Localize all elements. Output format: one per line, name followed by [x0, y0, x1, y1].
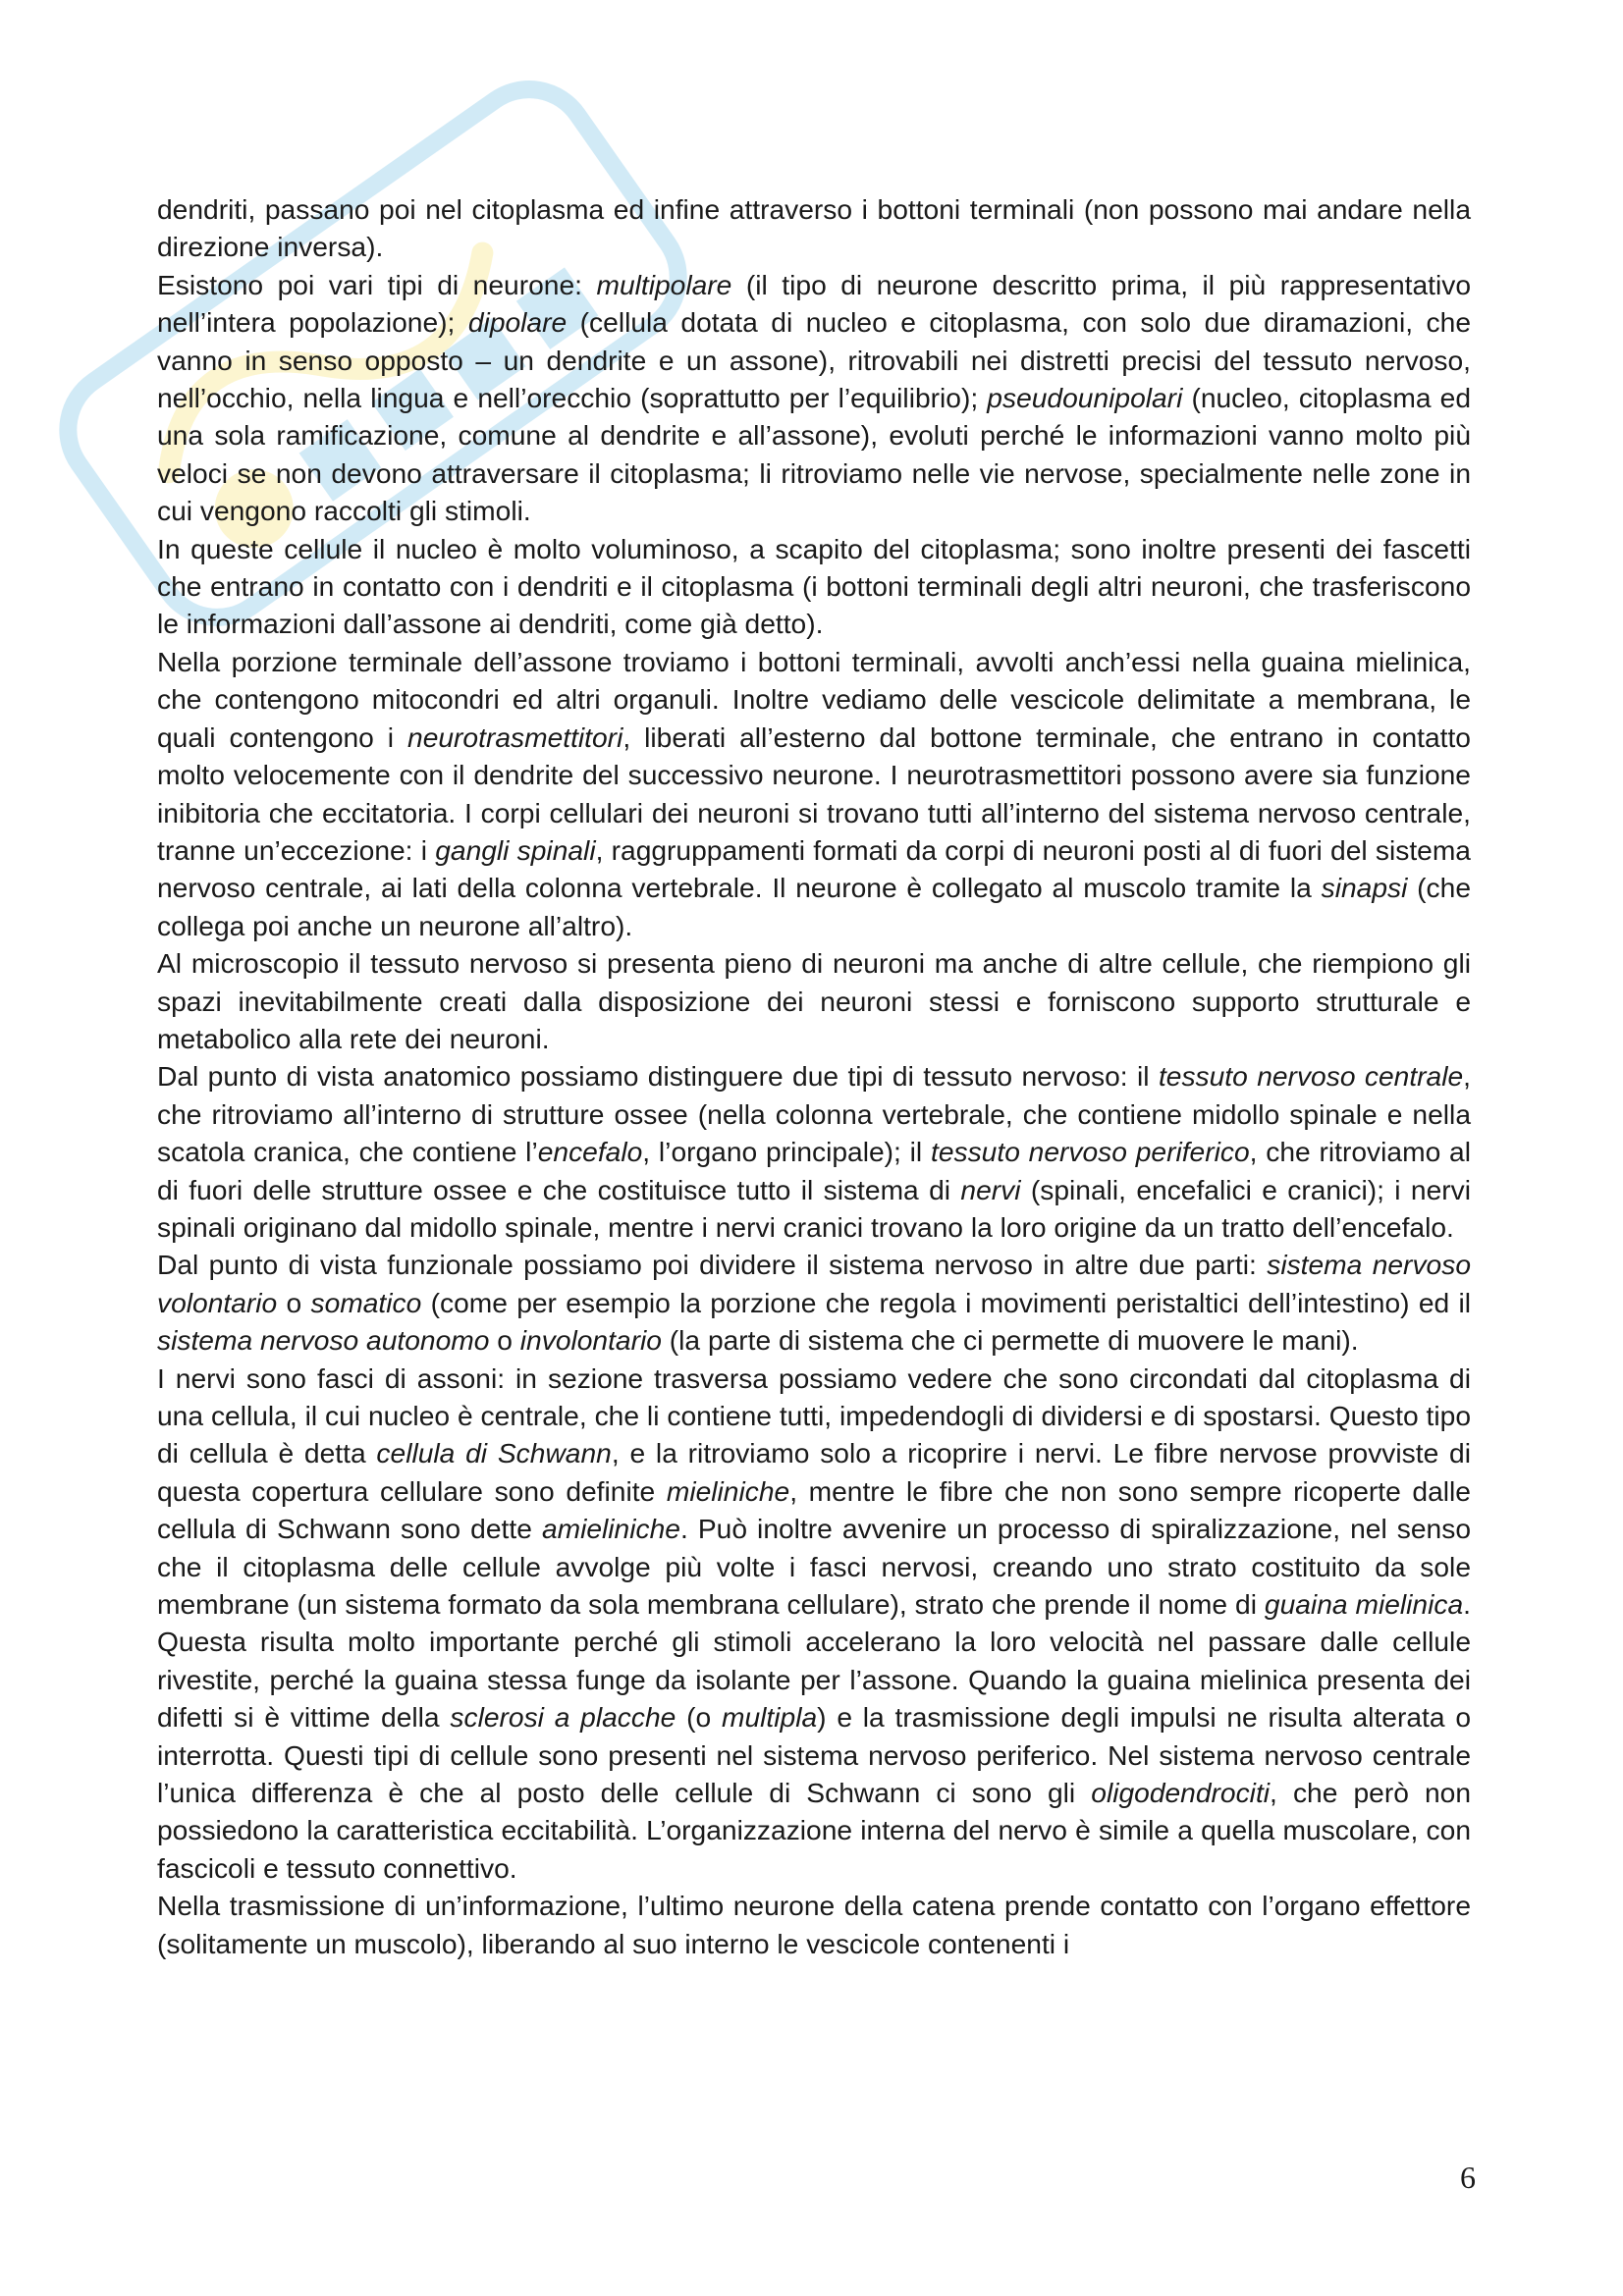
text-run: Nella trasmissione di un’informazione, l’ultimo neurone della catena prende contatto con l’organo effettore (solitamente un muscolo), liberando al suo interno le vescicole contenenti i — [157, 1890, 1471, 1959]
page-number: 6 — [1460, 2160, 1476, 2195]
italic-term: multipolare — [596, 268, 732, 300]
text-run: dendriti, passano poi nel citoplasma ed infine attraverso i bottoni terminali (non possono mai andare nella direzione inversa). — [157, 193, 1471, 263]
italic-term: sistema nervoso autonomo — [157, 1324, 490, 1357]
paragraph — [157, 1360, 1471, 1888]
paragraph — [157, 1246, 1471, 1359]
paragraph — [157, 944, 1471, 1057]
text-run: Nella porzione terminale dell’assone troviamo i bottoni terminali, avvolti anch’essi nella guaina mielinica, che contengono mitocondri ed altri organuli. Inoltre vediamo delle vescicole delimitate a membrana, le quali contengono i — [157, 645, 1471, 753]
text-run: o — [489, 1324, 520, 1357]
text-run: , l’organo principale); il — [642, 1136, 931, 1168]
page-body — [157, 190, 1471, 1962]
italic-term: multipla — [722, 1701, 818, 1734]
text-run: , che ritroviamo all’interno di strutture ossee (nella colonna vertebrale, che contiene midollo spinale e nella scatola cranica, che contiene l’ — [157, 1060, 1472, 1168]
italic-term: somatico — [310, 1286, 422, 1318]
text-run: (che collega poi anche un neurone all’altro). — [157, 872, 1471, 941]
paragraph — [157, 1887, 1471, 1962]
text-run: (cellula dotata di nucleo e citoplasma, con solo due diramazioni, che vanno in senso opposto – un dendrite e un assone), ritrovabili nei distretti precisi del tessuto nervoso, nell’occhio, nella lingua e nell’orecchio (soprattutto per l’equilibrio); — [157, 306, 1471, 414]
text-run: In queste cellule il nucleo è molto voluminoso, a scapito del citoplasma; sono inoltre presenti dei fascetti che entrano in contatto con i dendriti e il citoplasma (i bottoni terminali degli altri neuroni, che trasferiscono le informazioni dall’assone ai dendriti, come già detto). — [157, 532, 1471, 640]
text-run: I nervi sono fasci di assoni: in sezione trasversa possiamo vedere che sono circondati dal citoplasma di una cellula, il cui nucleo è centrale, che li contiene tutti, impedendogli di dividersi e di spostarsi. Questo tipo di cellula è detta — [157, 1362, 1471, 1469]
text-run: , mentre le fibre che non sono sempre ricoperte dalle cellula di Schwann sono dette — [157, 1474, 1471, 1545]
paragraph — [157, 190, 1471, 266]
text-run: (o — [676, 1701, 722, 1734]
italic-term: mieliniche — [666, 1474, 790, 1507]
text-run: (il tipo di neurone descritto prima, il più rappresentativo nell’intera popolazione); — [157, 268, 1471, 339]
italic-term: oligodendrociti — [1091, 1777, 1271, 1809]
text-run: , raggruppamenti formati da corpi di neuroni posti al di fuori del sistema nervoso centrale, ai lati della colonna vertebrale. Il neurone è collegato al muscolo tramite la — [157, 833, 1471, 904]
text-run: . Può inoltre avvenire un processo di spiralizzazione, nel senso che il citoplasma delle cellule avvolge più volte i fasci nervosi, creando uno strato costituito da sole membrane (un sistema formato da sola membrana cellulare), strato che prende il nome di — [157, 1513, 1472, 1621]
italic-term: guaina mielinica — [1264, 1588, 1464, 1621]
text-run: Esistono poi vari tipi di neurone: — [157, 268, 597, 300]
italic-term: cellula di Schwann — [376, 1437, 612, 1469]
text-run: (nucleo, citoplasma ed una sola ramificazione, comune al dendrite e all’assone), evoluti perché le informazioni vanno molto più veloci se non devono attraversare il citoplasma; li ritroviamo nelle vie nervose, specialmente nelle zone in cui vengono raccolti gli stimoli. — [157, 382, 1472, 527]
italic-term: sinapsi — [1321, 872, 1408, 904]
text-run: ) e la trasmissione degli impulsi ne risulta alterata o interrotta. Questi tipi di cellule sono presenti nel sistema nervoso periferico. Nel sistema nervoso centrale l’unica differenza è che al posto delle cellule di Schwann ci sono gli — [157, 1701, 1471, 1809]
italic-term: pseudounipolari — [987, 382, 1183, 414]
italic-term: tessuto nervoso periferico — [930, 1136, 1250, 1168]
italic-term: nervi — [960, 1173, 1021, 1205]
text-run: Al microscopio il tessuto nervoso si presenta pieno di neuroni ma anche di altre cellule, che riempiono gli spazi inevitabilmente creati dalla disposizione dei neuroni stessi e forniscono supporto strutturale e metabolico alla rete dei neuroni. — [157, 947, 1471, 1054]
italic-term: involontario — [519, 1324, 662, 1357]
italic-term: sclerosi a placche — [450, 1701, 676, 1734]
text-run: Dal punto di vista funzionale possiamo poi dividere il sistema nervoso in altre due parti: — [157, 1249, 1268, 1281]
italic-term: gangli spinali — [435, 833, 596, 866]
text-run: , che però non possiedono la caratteristica eccitabilità. L’organizzazione interna del nervo è simile a quella muscolare, con fascicoli e tessuto connettivo. — [157, 1777, 1472, 1884]
italic-term: dipolare — [467, 306, 568, 339]
italic-term: amieliniche — [541, 1513, 680, 1545]
paragraph — [157, 1057, 1471, 1246]
italic-term: sistema nervoso volontario — [157, 1249, 1471, 1318]
text-run: (come per esempio la porzione che regola i movimenti peristaltici dell’intestino) ed il — [421, 1286, 1471, 1318]
text-run: , che ritroviamo al di fuori delle strutture ossee e che costituisce tutto il sistema di — [157, 1136, 1471, 1205]
text-run: , liberati all’esterno dal bottone terminale, che entrano in contatto molto velocemente con il dendrite del successivo neurone. I neurotrasmettitori possono avere sia funzione inibitoria che eccitatoria. I corpi cellulari dei neuroni si trovano tutti all’interno del sistema nervoso centrale, tranne un’eccezione: i — [157, 721, 1471, 866]
text-run: , e la ritroviamo solo a ricoprire i nervi. Le fibre nervose provviste di questa copertura cellulare sono definite — [157, 1437, 1471, 1507]
text-run: . Questa risulta molto importante perché gli stimoli accelerano la loro velocità nel passare dalle cellule rivestite, perché la guaina stessa funge da isolante per l’assone. Quando la guaina mielinica presenta dei difetti si è vittime della — [157, 1588, 1471, 1734]
text-run: (spinali, encefalici e cranici); i nervi spinali originano dal midollo spinale, mentre i nervi cranici trovano la loro origine da un tratto dell’encefalo. — [157, 1173, 1471, 1243]
italic-term: encefalo — [537, 1136, 643, 1168]
paragraph — [157, 530, 1471, 643]
text-run: o — [277, 1286, 311, 1318]
italic-term: tessuto nervoso centrale — [1158, 1060, 1464, 1093]
text-run: Dal punto di vista anatomico possiamo distinguere due tipi di tessuto nervoso: il — [157, 1060, 1159, 1093]
text-run: (la parte di sistema che ci permette di muovere le mani). — [661, 1324, 1359, 1357]
italic-term: neurotrasmettitori — [407, 721, 623, 753]
paragraph — [157, 266, 1471, 530]
paragraph — [157, 643, 1471, 944]
